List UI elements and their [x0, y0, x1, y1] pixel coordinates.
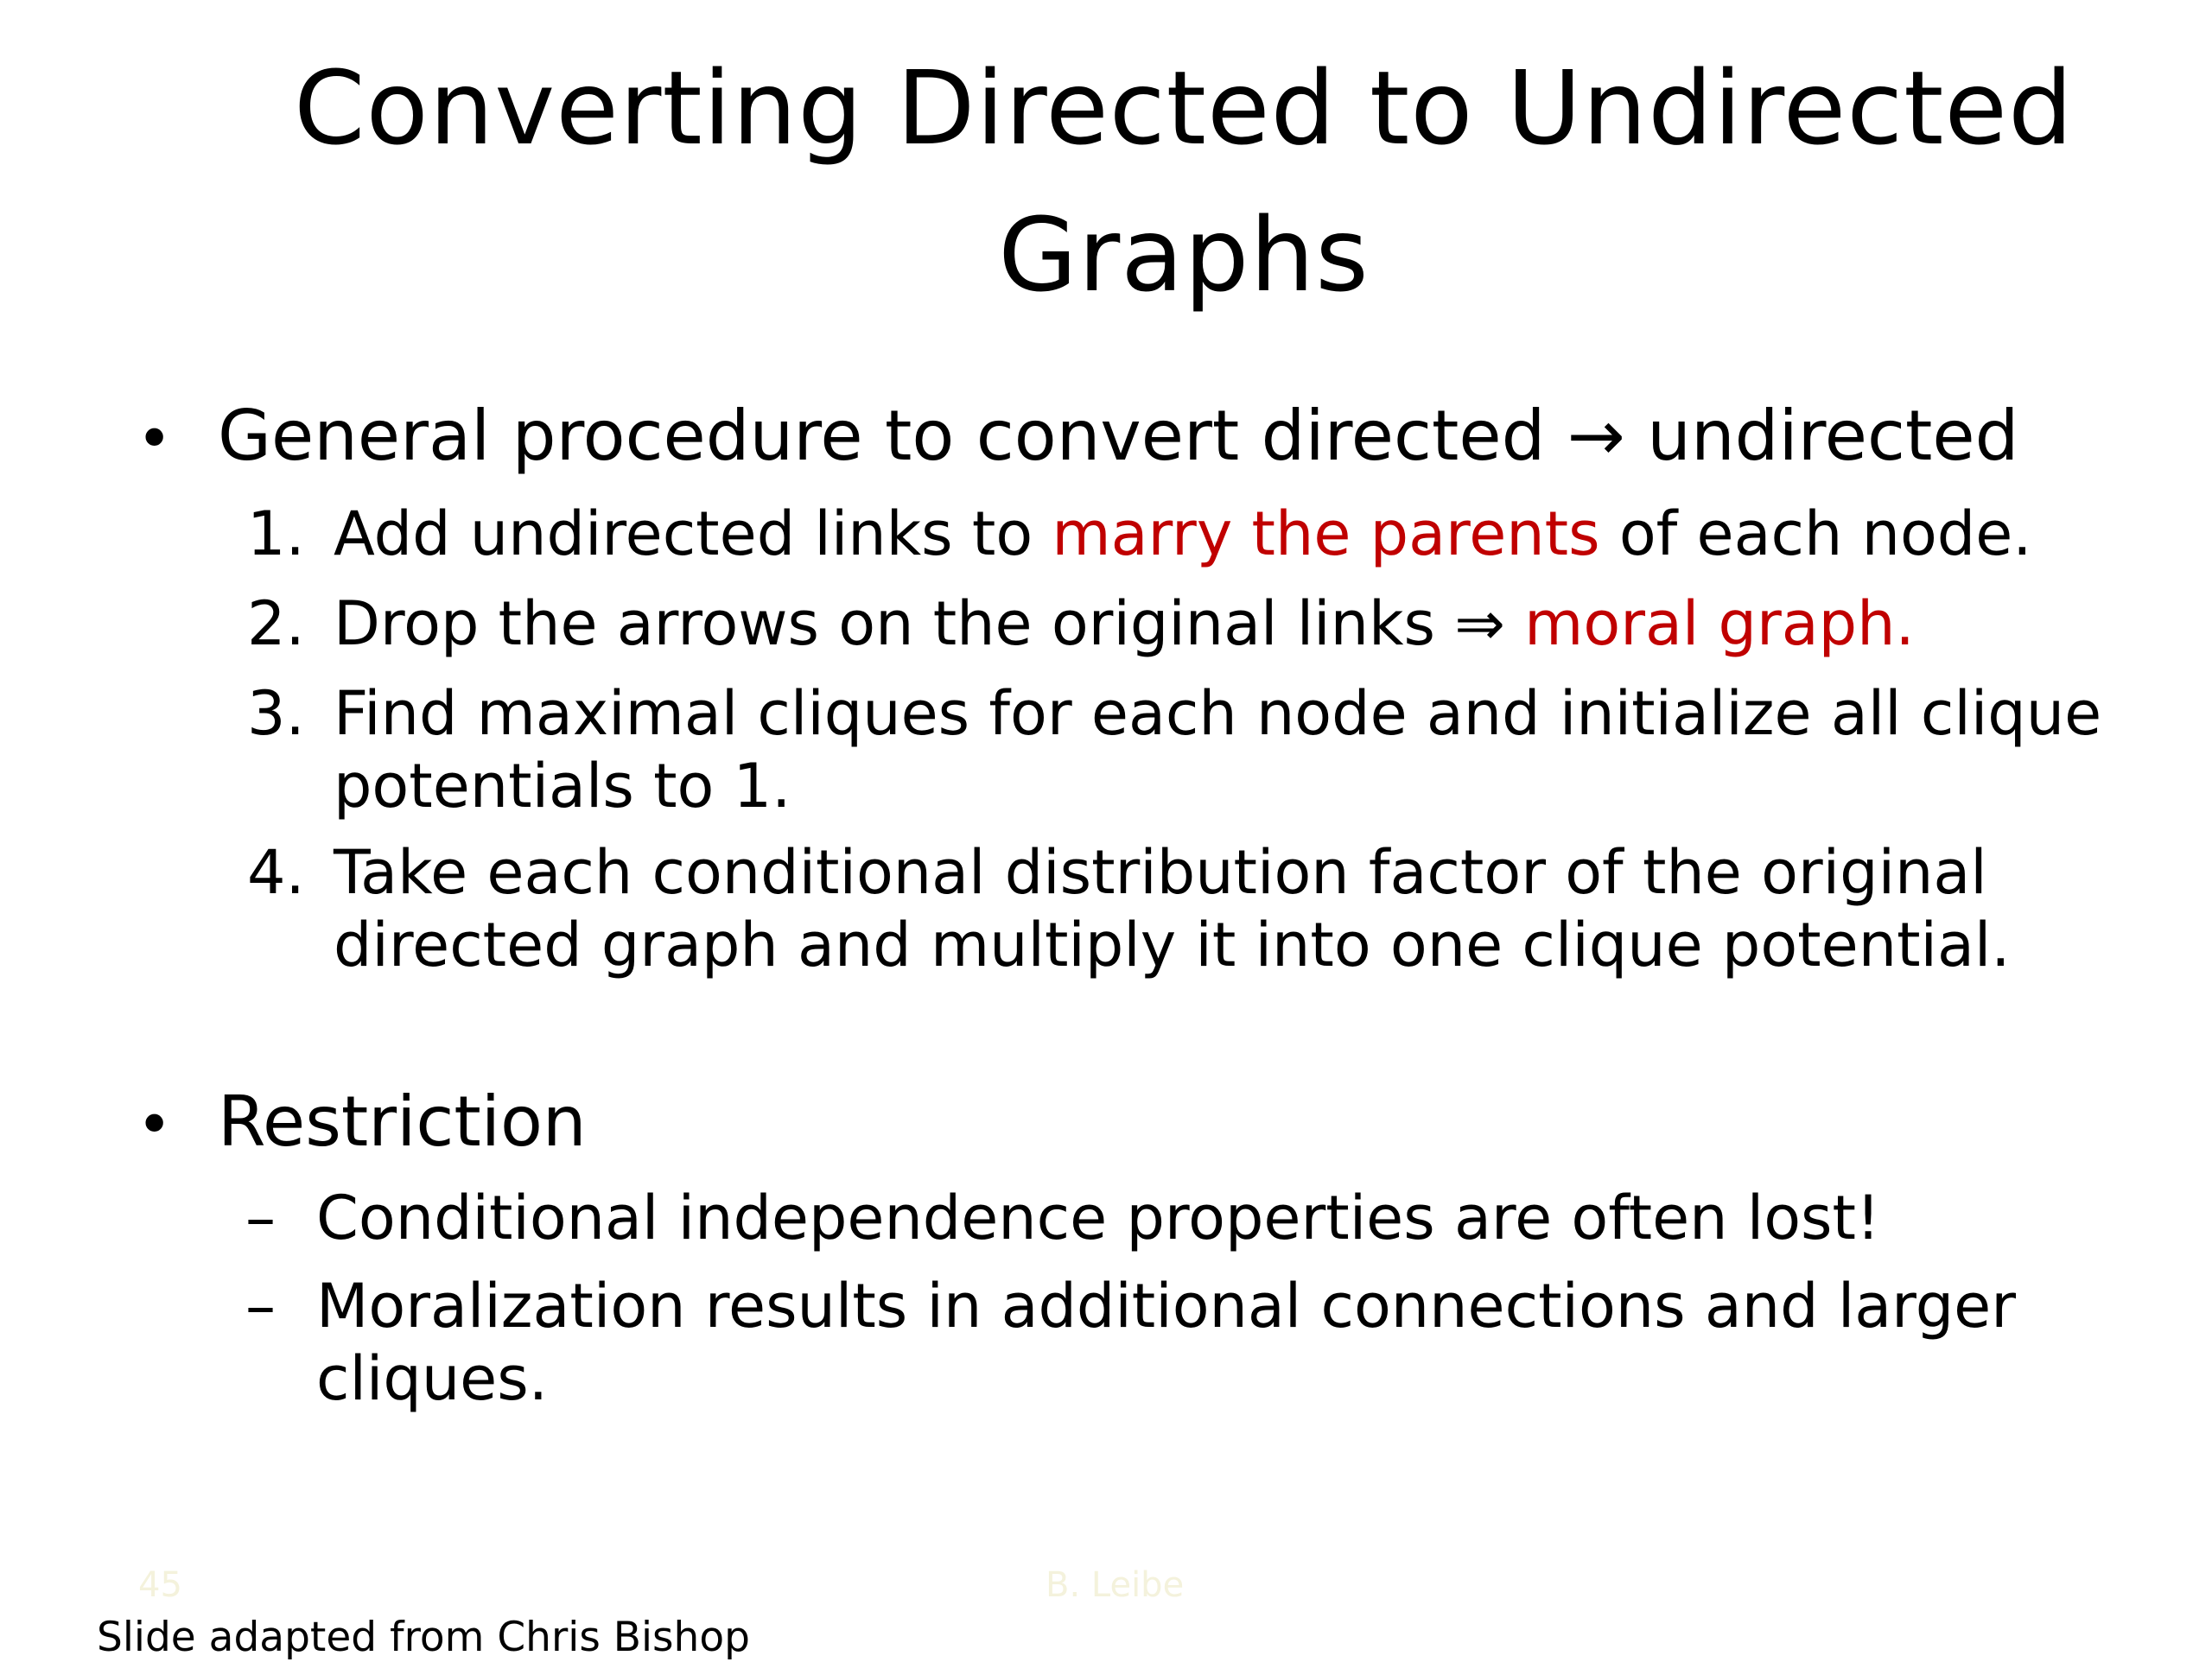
footer-author: B. Leibe — [1046, 1565, 1185, 1605]
sub-item-1 — [245, 1182, 1880, 1254]
list-item-1 — [247, 498, 2032, 570]
item-text-after: of each node. — [1599, 498, 2032, 569]
bullet-marker: • — [137, 1089, 173, 1160]
item-number: 3. — [247, 678, 305, 749]
bullet-general-procedure — [137, 397, 2018, 478]
dash-marker: – — [245, 1183, 276, 1253]
list-item-2 — [247, 587, 1915, 660]
bullet-text: General procedure to convert directed → undirected — [218, 396, 2019, 476]
item-number: 4. — [247, 837, 305, 908]
item-text-before: Drop the arrows on the original links ⇒ — [334, 588, 1525, 659]
item-text-line-2: directed graph and multiply it into one clique potential. — [334, 910, 2011, 980]
title-line-1: Converting Directed to Undirected — [294, 48, 2074, 168]
dash-marker: – — [245, 1271, 276, 1342]
list-item-4 — [247, 836, 2011, 981]
item-text: Conditional independence properties are often lost! — [316, 1183, 1881, 1253]
bullet-marker: • — [137, 403, 173, 474]
item-text-line-2: potentials to 1. — [334, 751, 791, 821]
item-text-line-1: Take each conditional distribution factor of the original — [334, 837, 1987, 908]
item-text-before: Add undirected links to — [334, 498, 1052, 569]
item-number: 2. — [247, 588, 305, 659]
bullet-restriction — [137, 1083, 587, 1164]
item-text — [334, 498, 2032, 570]
slide-number: 45 — [138, 1565, 182, 1605]
item-text — [334, 836, 2011, 981]
item-text — [316, 1270, 2016, 1415]
slide-title — [207, 35, 2160, 328]
slide-credit: Slide adapted from Chris Bishop — [97, 1614, 750, 1661]
list-item-3 — [247, 677, 2101, 822]
item-highlight: moral graph. — [1524, 588, 1915, 659]
item-text — [334, 677, 2101, 822]
sub-item-2 — [245, 1270, 2016, 1415]
bullet-text: Restriction — [218, 1082, 587, 1162]
item-text — [334, 587, 1915, 660]
title-line-2: Graphs — [998, 195, 1370, 314]
item-text-line-1: Moralization results in additional connections and larger — [316, 1271, 2017, 1342]
item-number: 1. — [247, 498, 305, 569]
item-highlight: marry the parents — [1052, 498, 1600, 569]
item-text-line-1: Find maximal cliques for each node and initialize all clique — [334, 678, 2102, 749]
item-text-line-2: cliques. — [316, 1343, 548, 1414]
